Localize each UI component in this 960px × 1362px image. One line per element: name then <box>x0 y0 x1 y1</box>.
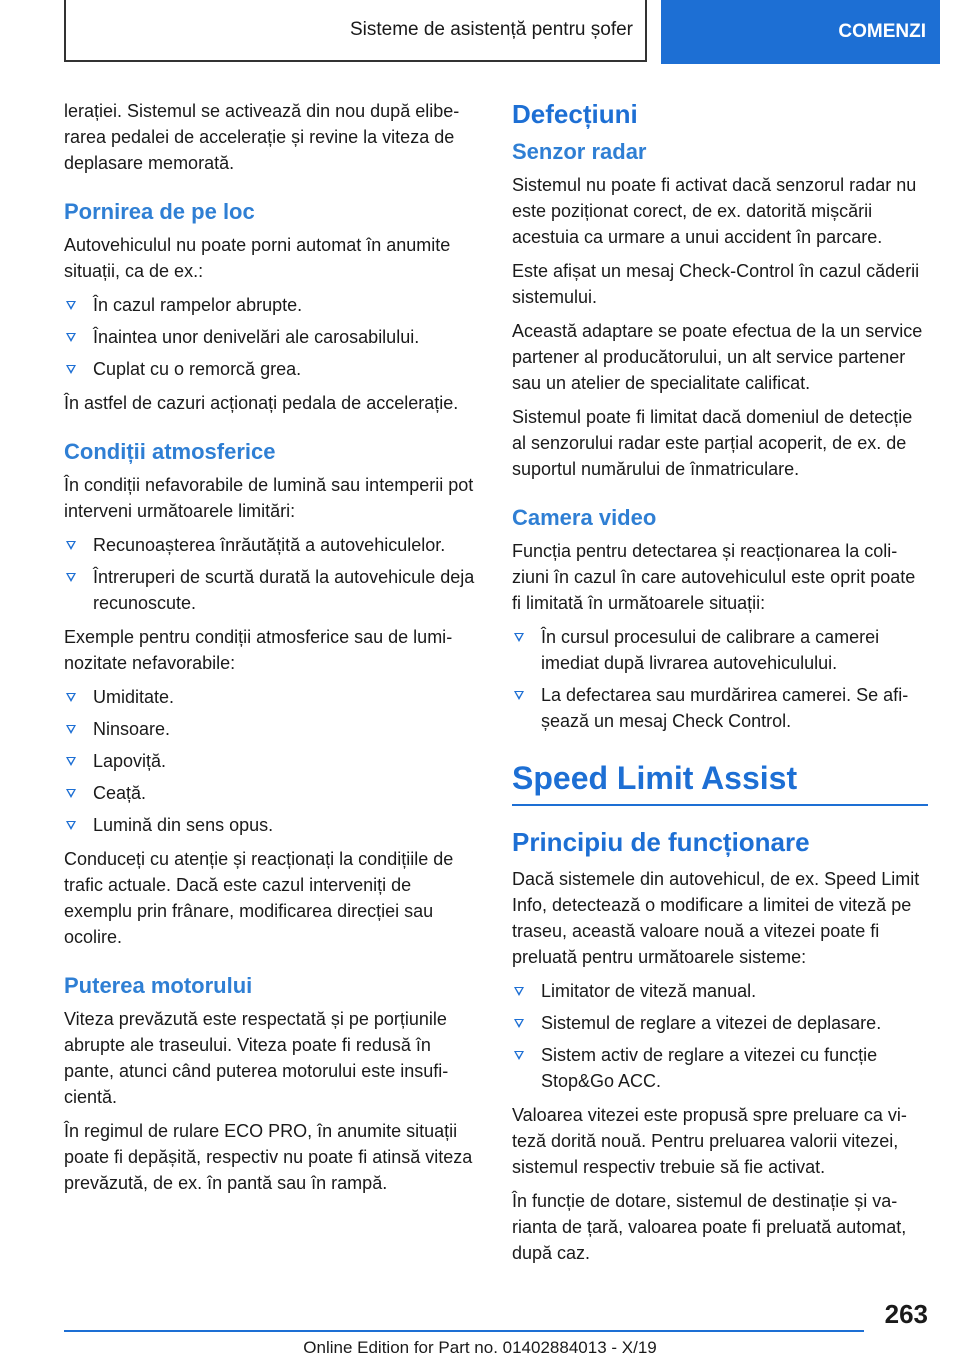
right-column <box>512 98 928 1274</box>
list-item: Ceață. <box>64 780 478 806</box>
bullet-list <box>64 532 478 616</box>
paragraph: Exemple pentru condiții atmosferice sau de luminozitate nefavorabile: <box>64 627 453 673</box>
paragraph: Autovehiculul nu poate porni automat în anumite situații, ca de ex.: <box>64 235 451 281</box>
intro-paragraph: lerației. Sistemul se activează din nou după eliberarea pedalei de accelerație și revine la viteza de deplasare memorată. <box>64 101 460 173</box>
heading-conditii: Condiții atmosferice <box>64 439 276 464</box>
bullet-triangle-icon <box>66 333 76 342</box>
bullet-list <box>64 684 478 838</box>
bullet-triangle-icon <box>66 821 76 830</box>
section-title: Sisteme de asistență pentru șofer <box>349 19 633 40</box>
bullet-triangle-icon <box>66 693 76 702</box>
heading-pornirea: Pornirea de pe loc <box>64 199 255 224</box>
paragraph: Este afișat un mesaj Check-Control în cazul căderii sistemului. <box>512 261 920 307</box>
paragraph: În condiții nefavorabile de lumină sau intemperii pot interveni următoarele limitări: <box>64 475 474 521</box>
bullet-triangle-icon <box>66 573 76 582</box>
bullet-list <box>512 624 928 734</box>
paragraph: Valoarea vitezei este propusă spre preluare ca viteză dorită nouă. Pentru preluarea valorii vitezei, sistemul respectiv trebuie să fie activat. <box>512 1105 907 1177</box>
heading-defectiuni: Defecțiuni <box>512 99 638 129</box>
paragraph: În astfel de cazuri acționați pedala de accelerație. <box>64 393 459 413</box>
list-item: Cuplat cu o remorcă grea. <box>64 356 478 382</box>
bullet-triangle-icon <box>66 725 76 734</box>
paragraph: În regimul de rulare ECO PRO, în anumite situații poate fi depășită, respectiv nu poate fi atinsă viteza prevăzută, de ex. în pantă sau în rampă. <box>64 1121 473 1193</box>
paragraph: Conduceți cu atenție și reacționați la condițiile de trafic actuale. Dacă este cazul interveniți de exemplu prin frânare, modificarea direcției sau ocolire. <box>64 849 454 947</box>
list-item: Sistem activ de reglare a vitezei cu funcție Stop&Go ACC. <box>512 1042 928 1094</box>
paragraph: Sistemul poate fi limitat dacă domeniul de detecție al senzorului radar este parțial acoperit, de ex. de suportul numărului de înmatriculare. <box>512 407 913 479</box>
list-item: Înaintea unor denivelări ale carosabilului. <box>64 324 478 350</box>
list-item: În cursul procesului de calibrare a camerei imediat după livrarea autovehiculului. <box>512 624 928 676</box>
list-item: Lapoviță. <box>64 748 478 774</box>
bullet-triangle-icon <box>514 691 524 700</box>
paragraph: Funcția pentru detectarea și reacționarea la coliziuni în cazul în care autovehiculul este oprit poate fi limitată în următoarele situații: <box>512 541 916 613</box>
bullet-triangle-icon <box>514 633 524 642</box>
chapter-tab-label: COMENZI <box>838 21 926 42</box>
left-column <box>64 98 478 1204</box>
bullet-triangle-icon <box>66 789 76 798</box>
bullet-triangle-icon <box>514 1019 524 1028</box>
heading-senzor-radar: Senzor radar <box>512 139 647 164</box>
paragraph: Dacă sistemele din autovehicul, de ex. Speed Limit Info, detectează o modificare a limitei de viteză pe traseu, această valoare nouă a vitezei poate fi preluată pentru următoarele sisteme: <box>512 869 920 967</box>
paragraph: Sistemul nu poate fi activat dacă senzorul radar nu este poziționat corect, de ex. datorită mișcării acestuia ca urmare a unui accident în parcare. <box>512 175 917 247</box>
list-item: La defectarea sau murdărirea camerei. Se afișează un mesaj Check Control. <box>512 682 928 734</box>
bullet-triangle-icon <box>514 987 524 996</box>
list-item: Lumină din sens opus. <box>64 812 478 838</box>
heading-principiu: Principiu de funcționare <box>512 827 810 857</box>
heading-camera-video: Camera video <box>512 505 657 530</box>
bullet-list <box>512 978 928 1094</box>
footer-divider <box>64 1330 864 1332</box>
bullet-triangle-icon <box>66 757 76 766</box>
heading-speed-limit-assist: Speed Limit Assist <box>512 758 928 806</box>
list-item: Umiditate. <box>64 684 478 710</box>
list-item: Limitator de viteză manual. <box>512 978 928 1004</box>
paragraph: Această adaptare se poate efectua de la un service partener al producătorului, un alt service partener sau un atelier de specialitate calificat. <box>512 321 923 393</box>
list-item: Întreruperi de scurtă durată la autovehicule deja recunoscute. <box>64 564 478 616</box>
footer-edition: Online Edition for Part no. 01402884013 - X/19 <box>303 1338 657 1357</box>
paragraph: În funcție de dotare, sistemul de destinație și varianta de țară, valoarea poate fi preluată automat, după caz. <box>512 1191 907 1263</box>
page-number: 263 <box>884 1299 928 1329</box>
list-item: În cazul rampelor abrupte. <box>64 292 478 318</box>
bullet-triangle-icon <box>514 1051 524 1060</box>
chapter-tab[interactable] <box>661 0 940 64</box>
bullet-list <box>64 292 478 382</box>
bullet-triangle-icon <box>66 301 76 310</box>
list-item: Ninsoare. <box>64 716 478 742</box>
list-item: Sistemul de reglare a vitezei de deplasare. <box>512 1010 928 1036</box>
paragraph: Viteza prevăzută este respectată și pe porțiunile abrupte ale traseului. Viteza poate fi redusă în pante, atunci când puterea motorului este insuficientă. <box>64 1009 449 1107</box>
bullet-triangle-icon <box>66 365 76 374</box>
bullet-triangle-icon <box>66 541 76 550</box>
list-item: Recunoașterea înrăutățită a autovehiculelor. <box>64 532 478 558</box>
heading-puterea: Puterea motorului <box>64 973 253 998</box>
running-header-section <box>64 0 647 62</box>
